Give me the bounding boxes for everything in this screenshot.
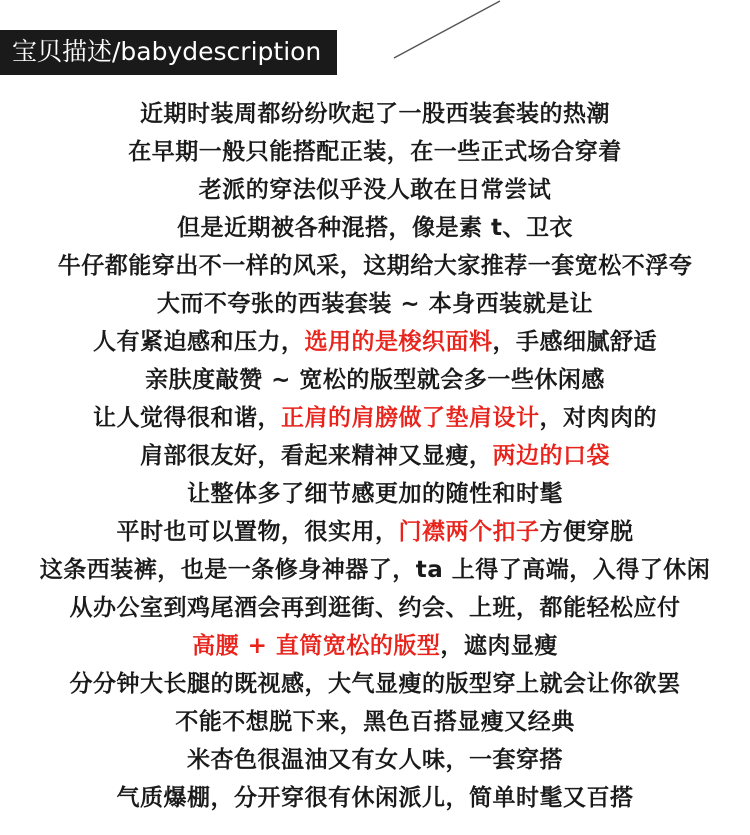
- description-line: [0, 589, 750, 627]
- plain-text: 大而不夸张的西装套装 ~ 本身西装就是让: [156, 291, 594, 317]
- plain-text: 肩部很友好，看起来精神又显瘦，: [140, 443, 493, 469]
- description-body: [0, 95, 750, 817]
- plain-text: 但是近期被各种混搭，像是素 t、卫衣: [176, 215, 573, 241]
- description-line: [0, 209, 750, 247]
- description-line: [0, 171, 750, 209]
- decorative-diagonal-line: [392, 0, 502, 60]
- plain-text: 不能不想脱下来，黑色百搭显瘦又经典: [175, 709, 575, 735]
- description-line: [0, 627, 750, 665]
- highlighted-text: 门襟两个扣子: [398, 519, 540, 545]
- plain-text: 分分钟大长腿的既视感，大气显瘦的版型穿上就会让你欲罢: [69, 671, 681, 697]
- plain-text: 亲肤度敲赞 ~ 宽松的版型就会多一些休闲感: [145, 367, 605, 393]
- plain-text: 米杏色很温油又有女人味，一套穿搭: [187, 747, 563, 773]
- plain-text: 这条西装裤，也是一条修身神器了，ta 上得了高端，入得了休闲: [39, 557, 711, 583]
- plain-text: 平时也可以置物，很实用，: [116, 519, 399, 545]
- description-line: [0, 133, 750, 171]
- plain-text: 牛仔都能穿出不一样的风采，这期给大家推荐一套宽松不浮夸: [57, 253, 693, 279]
- description-line: [0, 361, 750, 399]
- description-line: [0, 779, 750, 817]
- description-line: [0, 551, 750, 589]
- description-line: [0, 703, 750, 741]
- plain-text: 气质爆棚，分开穿很有休闲派儿，简单时髦又百搭: [116, 785, 634, 811]
- plain-text: ，对肉肉的: [539, 405, 657, 431]
- description-line: [0, 475, 750, 513]
- plain-text: 方便穿脱: [539, 519, 634, 545]
- plain-text: 让人觉得很和谐，: [93, 405, 281, 431]
- plain-text: ，手感细腻舒适: [492, 329, 657, 355]
- description-line: [0, 665, 750, 703]
- description-line: [0, 247, 750, 285]
- highlighted-text: 选用的是梭织面料: [304, 329, 493, 355]
- plain-text: 近期时装周都纷纷吹起了一股西装套装的热潮: [140, 101, 610, 127]
- description-line: [0, 741, 750, 779]
- plain-text: 在早期一般只能搭配正装，在一些正式场合穿着: [128, 139, 622, 165]
- description-line: [0, 323, 750, 361]
- description-line: [0, 95, 750, 133]
- plain-text: 让整体多了细节感更加的随性和时髦: [187, 481, 563, 507]
- plain-text: 老派的穿法似乎没人敢在日常尝试: [198, 177, 552, 203]
- plain-text: 从办公室到鸡尾酒会再到逛街、约会、上班，都能轻松应付: [69, 595, 681, 621]
- plain-text: 人有紧迫感和压力，: [93, 329, 305, 355]
- description-line: [0, 513, 750, 551]
- description-line: [0, 437, 750, 475]
- section-title-banner: 宝贝描述/babydescription: [0, 30, 337, 75]
- highlighted-text: 两边的口袋: [492, 443, 610, 469]
- highlighted-text: 正肩的肩膀做了垫肩设计: [281, 405, 540, 431]
- plain-text: ，遮肉显瘦: [440, 633, 558, 659]
- description-line: [0, 285, 750, 323]
- description-line: [0, 399, 750, 437]
- highlighted-text: 高腰 + 直筒宽松的版型: [192, 633, 441, 659]
